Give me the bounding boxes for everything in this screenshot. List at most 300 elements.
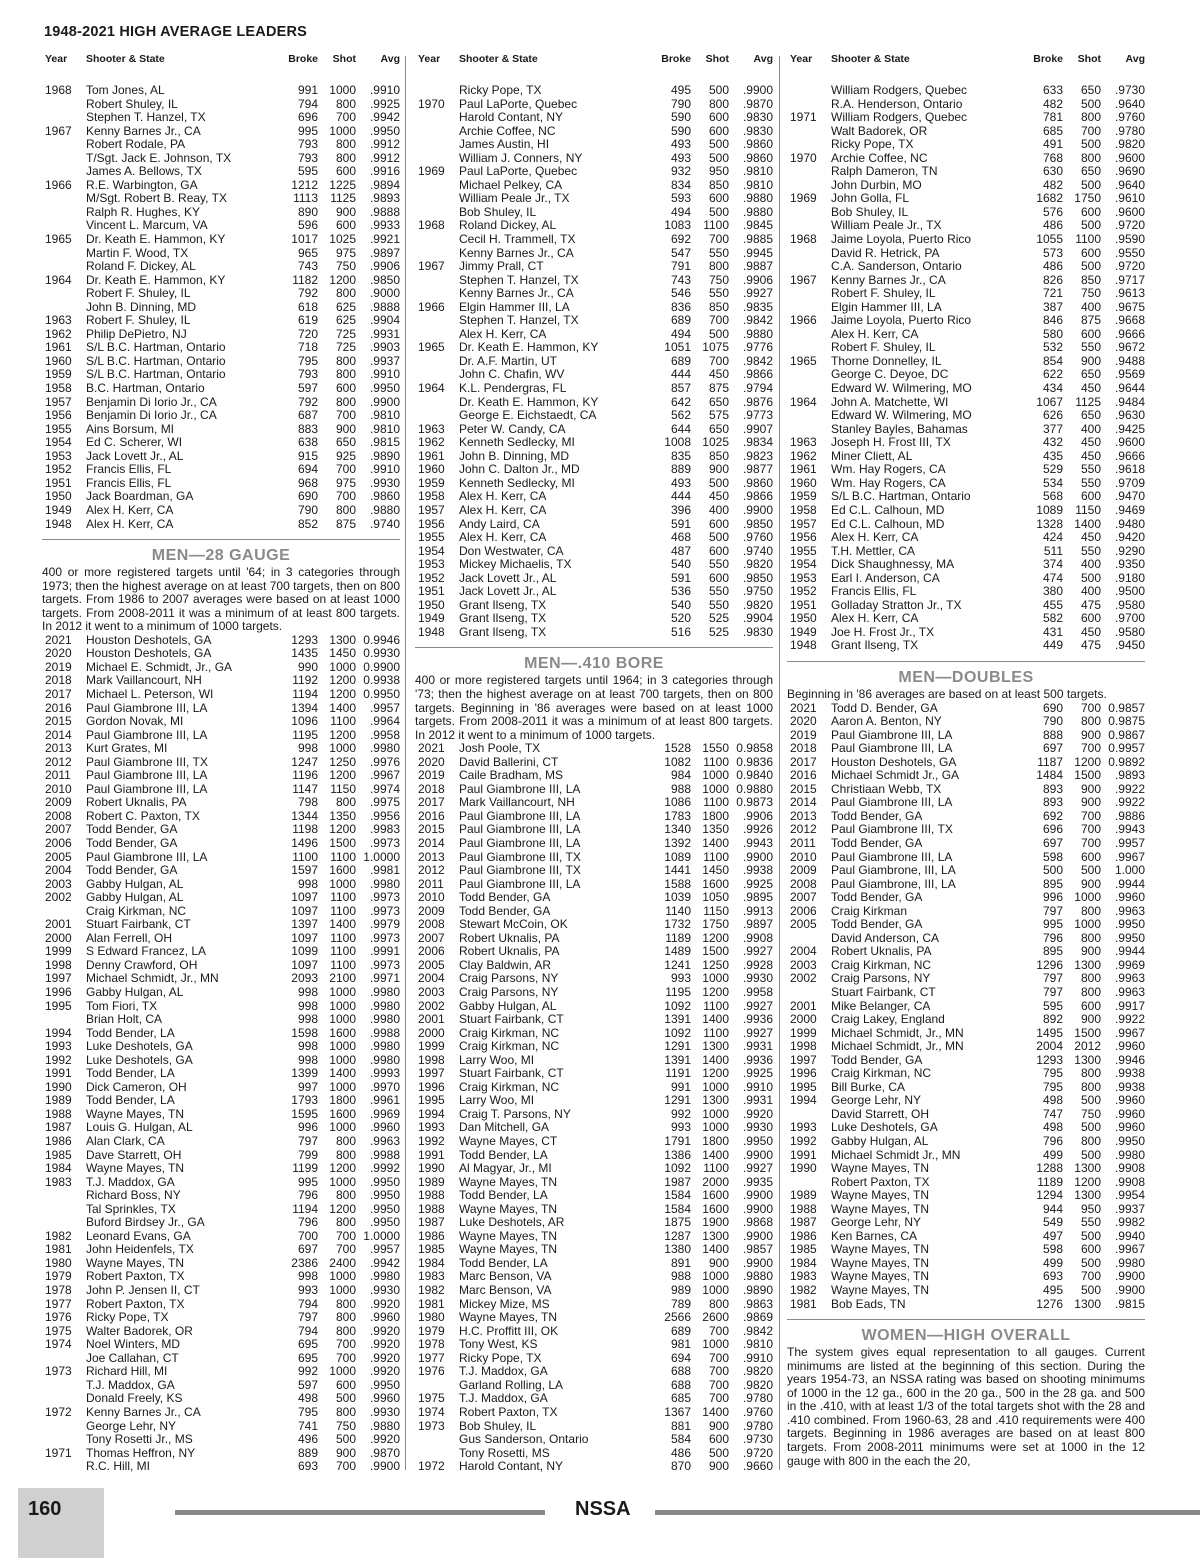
avg-cell: .9944 xyxy=(1114,945,1145,959)
broke-cell: 697 xyxy=(1042,836,1063,850)
year-cell: 1988 xyxy=(418,1202,445,1216)
table-row xyxy=(42,783,400,797)
table-row xyxy=(787,84,1145,98)
table-row xyxy=(787,972,1145,986)
table-row xyxy=(415,864,773,878)
broke-cell: 532 xyxy=(1042,341,1063,355)
year-cell xyxy=(42,1189,86,1203)
shooter-cell: Robert Paxton, TX xyxy=(831,1175,930,1189)
table-row xyxy=(787,599,1145,613)
avg-cell: .9900 xyxy=(742,850,773,864)
year-cell: 2011 xyxy=(418,877,444,891)
shooter-cell: Stuart Fairbank, CT xyxy=(86,918,191,932)
table-row xyxy=(415,247,773,261)
shot-cell: 725 xyxy=(335,327,356,341)
shot-cell: 1500 xyxy=(1074,769,1101,783)
broke-cell: 576 xyxy=(1042,205,1063,219)
shot-cell: 1350 xyxy=(702,823,729,837)
year-cell: 1962 xyxy=(45,327,72,341)
shot-cell: 650 xyxy=(708,422,729,436)
broke-cell: 486 xyxy=(1042,260,1063,274)
shooter-cell: Todd Bender, GA xyxy=(831,809,923,823)
broke-cell: 695 xyxy=(297,1351,318,1365)
year-cell: 1965 xyxy=(418,341,445,355)
table-row xyxy=(415,1067,773,1081)
shot-cell: 500 xyxy=(1080,178,1101,192)
broke-cell: 798 xyxy=(297,796,318,810)
broke-cell: 590 xyxy=(670,111,691,125)
shooter-cell: Mark Vaillancourt, NH xyxy=(86,674,202,688)
shot-cell: 1300 xyxy=(702,1040,729,1054)
year-cell xyxy=(42,1216,86,1230)
avg-cell: .9709 xyxy=(1114,476,1145,490)
year-cell: 1952 xyxy=(418,571,445,585)
shooter-cell: Wayne Mayes, TN xyxy=(86,1256,185,1270)
year-cell: 1991 xyxy=(45,1067,72,1081)
avg-cell: .9900 xyxy=(742,1189,773,1203)
year-cell xyxy=(415,355,459,369)
shooter-cell: William Peale Jr., TX xyxy=(459,192,570,206)
table-row xyxy=(415,1257,773,1271)
table-row xyxy=(415,905,773,919)
table-row xyxy=(787,111,1145,125)
avg-cell: .9910 xyxy=(742,1351,773,1365)
table-row xyxy=(415,972,773,986)
table-row xyxy=(415,490,773,504)
shot-cell: 625 xyxy=(335,314,356,328)
year-cell: 1958 xyxy=(45,382,72,396)
avg-cell: .9780 xyxy=(742,1419,773,1433)
year-cell: 2015 xyxy=(790,782,817,796)
year-cell: 2008 xyxy=(790,877,817,891)
broke-cell: 700 xyxy=(297,1229,318,1243)
table-row xyxy=(415,986,773,1000)
shooter-cell: Tony Rosetti, MS xyxy=(459,1446,550,1460)
table-row xyxy=(415,274,773,288)
avg-cell: .9970 xyxy=(369,1080,400,1094)
table-row xyxy=(415,572,773,586)
year-cell xyxy=(415,1433,459,1447)
avg-cell: .9717 xyxy=(1114,273,1145,287)
avg-cell: .9890 xyxy=(369,449,400,463)
year-cell: 2016 xyxy=(418,809,445,823)
broke-cell: 720 xyxy=(297,327,318,341)
shot-cell: 950 xyxy=(1080,1202,1101,1216)
section-title: MEN—DOUBLES xyxy=(898,668,1034,686)
shot-cell: 500 xyxy=(708,531,729,545)
avg-cell: .9931 xyxy=(742,1040,773,1054)
shot-cell: 1000 xyxy=(329,1284,356,1298)
table-row xyxy=(42,247,400,261)
table-row xyxy=(787,463,1145,477)
avg-cell: .9980 xyxy=(369,986,400,999)
shot-cell: 900 xyxy=(335,1446,356,1460)
year-cell: 1984 xyxy=(45,1162,72,1176)
shooter-cell: Wayne Mayes, TN xyxy=(831,1256,930,1270)
broke-cell: 493 xyxy=(670,476,691,490)
year-cell: 1954 xyxy=(790,558,817,572)
avg-cell: .9290 xyxy=(1114,544,1145,558)
broke-cell: 547 xyxy=(670,246,691,260)
shooter-cell: Alex H. Kerr, CA xyxy=(459,531,547,545)
year-cell: 1962 xyxy=(418,436,445,450)
avg-cell: .9925 xyxy=(369,97,400,111)
broke-cell: 1195 xyxy=(292,728,318,742)
avg-cell: .9815 xyxy=(369,436,400,450)
year-cell xyxy=(415,152,459,166)
shot-cell: 1125 xyxy=(330,192,356,206)
broke-cell: 520 xyxy=(670,612,691,626)
year-cell xyxy=(787,206,831,220)
year-cell xyxy=(787,932,831,946)
year-cell: 1989 xyxy=(418,1175,445,1189)
broke-cell: 944 xyxy=(1042,1202,1063,1216)
shooter-cell: George Lehr, NY xyxy=(86,1419,177,1433)
broke-cell: 743 xyxy=(670,273,691,287)
shooter-cell: Gus Sanderson, Ontario xyxy=(459,1433,589,1447)
year-cell: 1960 xyxy=(45,354,72,368)
avg-cell: .9980 xyxy=(369,742,400,756)
year-cell: 1965 xyxy=(45,233,72,247)
shooter-cell: Todd Bender, GA xyxy=(459,891,551,905)
broke-cell: 1294 xyxy=(1036,1189,1063,1203)
year-cell xyxy=(415,247,459,261)
shot-cell: 1300 xyxy=(702,1094,729,1108)
year-cell: 1959 xyxy=(45,368,72,382)
shooter-cell: Ralph R. Hughes, KY xyxy=(86,205,201,219)
broke-cell: 1092 xyxy=(664,999,691,1013)
avg-cell: .9877 xyxy=(742,463,773,477)
broke-cell: 794 xyxy=(297,97,318,111)
year-cell: 2001 xyxy=(790,999,817,1013)
avg-cell: .9916 xyxy=(369,165,400,179)
shot-cell: 1300 xyxy=(1074,1297,1101,1311)
shot-cell: 1100 xyxy=(330,715,356,729)
shot-cell: 525 xyxy=(708,625,729,639)
table-row xyxy=(787,98,1145,112)
shot-cell: 700 xyxy=(708,314,729,328)
avg-cell: .9935 xyxy=(742,1175,773,1189)
broke-cell: 1435 xyxy=(291,647,318,661)
shot-cell: 600 xyxy=(335,382,356,396)
shooter-cell: Alex H. Kerr, CA xyxy=(459,503,547,517)
shot-cell: 1000 xyxy=(329,1121,356,1135)
broke-cell: 1495 xyxy=(1036,1026,1063,1040)
shot-cell: 450 xyxy=(1080,436,1101,450)
year-cell: 2021 xyxy=(790,701,817,715)
shot-cell: 700 xyxy=(1080,823,1101,837)
avg-cell: .9950 xyxy=(1114,918,1145,932)
table-row xyxy=(42,450,400,464)
broke-cell: 685 xyxy=(1042,124,1063,138)
broke-cell: 795 xyxy=(297,1405,318,1419)
avg-cell: .9907 xyxy=(742,422,773,436)
shooter-cell: Houston Deshotels, GA xyxy=(831,755,957,769)
table-row xyxy=(42,1460,400,1474)
shot-cell: 1000 xyxy=(329,1365,356,1379)
header-year: Year xyxy=(45,53,68,65)
year-cell: 1986 xyxy=(418,1229,445,1243)
year-cell xyxy=(42,260,86,274)
broke-cell: 487 xyxy=(670,544,691,558)
broke-cell: 568 xyxy=(1042,490,1063,504)
shot-cell: 500 xyxy=(1080,1284,1101,1298)
broke-cell: 529 xyxy=(1042,463,1063,477)
shot-cell: 875 xyxy=(335,517,356,531)
broke-cell: 1386 xyxy=(664,1148,691,1162)
avg-cell: .9950 xyxy=(1114,1135,1145,1149)
shot-cell: 1200 xyxy=(1074,755,1101,769)
table-row xyxy=(42,1298,400,1312)
shooter-cell: Roland F. Dickey, AL xyxy=(86,260,196,274)
broke-cell: 630 xyxy=(1042,165,1063,179)
table-row xyxy=(42,1027,400,1041)
avg-cell: .9969 xyxy=(369,1107,400,1121)
shot-cell: 650 xyxy=(1080,409,1101,423)
year-cell: 1961 xyxy=(45,341,72,355)
avg-cell: .9666 xyxy=(1114,327,1145,341)
avg-cell: .9580 xyxy=(1114,625,1145,639)
avg-cell: .9887 xyxy=(742,260,773,274)
broke-cell: 992 xyxy=(297,1365,318,1379)
avg-cell: .9880 xyxy=(369,1419,400,1433)
avg-cell: .9820 xyxy=(742,1378,773,1392)
shot-cell: 500 xyxy=(1080,219,1101,233)
shooter-cell: Wayne Mayes, TN xyxy=(459,1229,558,1243)
shooter-cell: S/L B.C. Hartman, Ontario xyxy=(86,368,226,382)
shooter-cell: Bob Shuley, IL xyxy=(831,205,909,219)
avg-cell: .9938 xyxy=(1114,1067,1145,1081)
avg-cell: .9815 xyxy=(1114,1297,1145,1311)
broke-cell: 989 xyxy=(670,1284,691,1298)
avg-cell: .9668 xyxy=(1114,314,1145,328)
shot-cell: 500 xyxy=(1080,138,1101,152)
table-row xyxy=(415,179,773,193)
table-row xyxy=(787,1203,1145,1217)
shot-cell: 1550 xyxy=(702,742,729,756)
table-row xyxy=(42,796,400,810)
shooter-cell: Richard Hill, MI xyxy=(86,1365,168,1379)
shot-cell: 1000 xyxy=(329,84,356,97)
broke-cell: 796 xyxy=(297,1189,318,1203)
table-row xyxy=(787,260,1145,274)
table-row xyxy=(787,851,1145,865)
avg-cell: .9590 xyxy=(1114,233,1145,247)
broke-cell: 796 xyxy=(297,1216,318,1230)
broke-cell: 434 xyxy=(1042,382,1063,396)
shooter-cell: Stanley Bayles, Bahamas xyxy=(831,422,968,436)
shooter-cell: Todd Bender, LA xyxy=(459,1256,548,1270)
broke-cell: 1140 xyxy=(665,904,691,918)
footer-brand: NSSA xyxy=(575,1498,631,1520)
year-cell: 1994 xyxy=(790,1094,817,1108)
shot-cell: 1300 xyxy=(1074,1189,1101,1203)
shooter-cell: Louis G. Hulgan, AL xyxy=(86,1121,193,1135)
avg-cell: .9904 xyxy=(369,314,400,328)
shot-cell: 1200 xyxy=(329,273,356,287)
avg-cell: 0.9858 xyxy=(736,742,773,756)
year-cell: 1994 xyxy=(45,1026,72,1040)
broke-cell: 795 xyxy=(1042,1067,1063,1081)
table-row xyxy=(415,851,773,865)
avg-cell: .9810 xyxy=(742,1338,773,1352)
table-row xyxy=(787,1149,1145,1163)
table-row xyxy=(787,823,1145,837)
shot-cell: 550 xyxy=(1080,476,1101,490)
shooter-cell: Todd Bender, LA xyxy=(86,1026,175,1040)
table-row xyxy=(415,1162,773,1176)
year-cell: 1968 xyxy=(418,219,445,233)
shooter-cell: Todd Bender, LA xyxy=(459,1189,548,1203)
broke-cell: 768 xyxy=(1042,151,1063,165)
shot-cell: 1200 xyxy=(329,769,356,783)
shot-cell: 1400 xyxy=(702,1013,729,1027)
shooter-cell: Ken Barnes, CA xyxy=(831,1229,918,1243)
broke-cell: 890 xyxy=(297,205,318,219)
year-cell: 1948 xyxy=(45,517,72,531)
shot-cell: 600 xyxy=(1080,490,1101,504)
shot-cell: 1500 xyxy=(329,836,356,850)
year-cell: 1953 xyxy=(418,558,445,572)
shooter-cell: Alex H. Kerr, CA xyxy=(831,531,919,545)
broke-cell: 881 xyxy=(670,1419,691,1433)
shooter-cell: Francis Ellis, FL xyxy=(86,476,172,490)
shooter-cell: Stephen T. Hanzel, TX xyxy=(459,273,579,287)
avg-cell: .9967 xyxy=(1114,1243,1145,1257)
avg-cell: .9900 xyxy=(742,84,773,97)
shooter-cell: George Lehr, NY xyxy=(831,1094,922,1108)
shooter-cell: Al Magyar, Jr., MI xyxy=(459,1162,552,1176)
shooter-cell: T.J. Maddox, GA xyxy=(86,1378,175,1392)
avg-cell: .9993 xyxy=(369,1067,400,1081)
shooter-cell: Clay Baldwin, AR xyxy=(459,958,552,972)
year-cell: 1953 xyxy=(790,571,817,585)
year-cell xyxy=(42,219,86,233)
shooter-cell: S Edward Francez, LA xyxy=(86,945,207,959)
broke-cell: 835 xyxy=(670,449,691,463)
page-footer xyxy=(0,1488,1200,1558)
year-cell: 2001 xyxy=(45,918,72,932)
shooter-cell: Wayne Mayes, TN xyxy=(831,1284,930,1298)
avg-cell: 0.9900 xyxy=(363,660,400,674)
year-cell: 1950 xyxy=(790,612,817,626)
shooter-cell: Wayne Mayes, TN xyxy=(459,1243,558,1257)
year-cell: 1961 xyxy=(418,449,445,463)
broke-cell: 633 xyxy=(1042,84,1063,97)
table-row xyxy=(415,742,773,756)
section-title: MEN—28 GAUGE xyxy=(151,547,291,565)
shooter-cell: Gabby Hulgan, AL xyxy=(86,877,184,891)
shooter-cell: Michael Schmidt Jr., MN xyxy=(831,1148,961,1162)
table-row xyxy=(42,1081,400,1095)
avg-cell: .9988 xyxy=(369,1148,400,1162)
shooter-cell: Elgin Hammer III, LA xyxy=(459,300,570,314)
shot-cell: 900 xyxy=(708,463,729,477)
avg-cell: .9773 xyxy=(742,409,773,423)
avg-cell: .9900 xyxy=(742,1202,773,1216)
broke-cell: 796 xyxy=(1042,931,1063,945)
avg-cell: .9913 xyxy=(742,904,773,918)
shooter-cell: Marc Benson, VA xyxy=(459,1284,552,1298)
shooter-cell: Paul Giambrone, III, LA xyxy=(831,864,956,878)
year-cell xyxy=(787,1176,831,1190)
broke-cell: 993 xyxy=(297,1284,318,1298)
broke-cell: 1089 xyxy=(664,850,691,864)
year-cell: 2007 xyxy=(418,931,445,945)
broke-cell: 2004 xyxy=(1036,1040,1063,1054)
shot-cell: 450 xyxy=(708,490,729,504)
shooter-cell: Wayne Mayes, TN xyxy=(86,1162,185,1176)
shot-cell: 600 xyxy=(708,1433,729,1447)
broke-cell: 562 xyxy=(670,409,691,423)
avg-cell: .9980 xyxy=(369,1270,400,1284)
shot-cell: 1100 xyxy=(703,796,729,810)
shot-cell: 1300 xyxy=(1074,1053,1101,1067)
avg-cell: .9810 xyxy=(742,178,773,192)
broke-cell: 1595 xyxy=(291,1107,318,1121)
broke-cell: 998 xyxy=(297,999,318,1013)
table-row xyxy=(415,152,773,166)
year-cell: 2005 xyxy=(790,918,817,932)
table-row xyxy=(787,986,1145,1000)
broke-cell: 690 xyxy=(297,490,318,504)
year-cell: 2013 xyxy=(790,809,817,823)
section-rule xyxy=(787,661,1145,662)
broke-cell: 584 xyxy=(670,1433,691,1447)
avg-cell: .9980 xyxy=(369,999,400,1013)
shooter-cell: James A. Bellows, TX xyxy=(86,165,202,179)
year-cell: 1986 xyxy=(45,1135,72,1149)
column-2 xyxy=(415,52,773,1474)
year-cell: 1976 xyxy=(418,1365,445,1379)
table-row xyxy=(42,1094,400,1108)
table-row xyxy=(415,138,773,152)
shot-cell: 1025 xyxy=(329,233,356,247)
table-row xyxy=(415,1176,773,1190)
avg-cell: .9930 xyxy=(369,1405,400,1419)
shooter-cell: Grant Ilseng, TX xyxy=(459,625,547,639)
broke-cell: 781 xyxy=(1042,111,1063,125)
shot-cell: 700 xyxy=(1080,1270,1101,1284)
table-row xyxy=(787,945,1145,959)
broke-cell: 595 xyxy=(1042,999,1063,1013)
shot-cell: 650 xyxy=(335,436,356,450)
shooter-cell: Grant Ilseng, TX xyxy=(831,639,919,653)
year-cell: 2009 xyxy=(418,904,445,918)
broke-cell: 797 xyxy=(1042,904,1063,918)
broke-cell: 1340 xyxy=(664,823,691,837)
year-cell: 1995 xyxy=(418,1094,445,1108)
avg-cell: .9917 xyxy=(1114,999,1145,1013)
table-row xyxy=(415,518,773,532)
avg-cell: 0.9938 xyxy=(363,674,400,688)
shot-cell: 600 xyxy=(708,571,729,585)
broke-cell: 1097 xyxy=(291,904,318,918)
shooter-cell: Kenny Barnes Jr., CA xyxy=(86,124,201,138)
year-cell: 1966 xyxy=(790,314,817,328)
shooter-cell: Paul Giambrone III, LA xyxy=(459,836,581,850)
shooter-cell: Gabby Hulgan, AL xyxy=(86,986,184,999)
avg-cell: .9960 xyxy=(369,1392,400,1406)
avg-cell: .9860 xyxy=(742,151,773,165)
shooter-cell: Kenny Barnes Jr., CA xyxy=(459,246,574,260)
shooter-cell: Craig Kirkman, NC xyxy=(86,904,187,918)
table-row xyxy=(415,918,773,932)
broke-cell: 889 xyxy=(670,463,691,477)
broke-cell: 591 xyxy=(670,517,691,531)
avg-cell: .9180 xyxy=(1114,571,1145,585)
year-cell: 1983 xyxy=(790,1270,817,1284)
